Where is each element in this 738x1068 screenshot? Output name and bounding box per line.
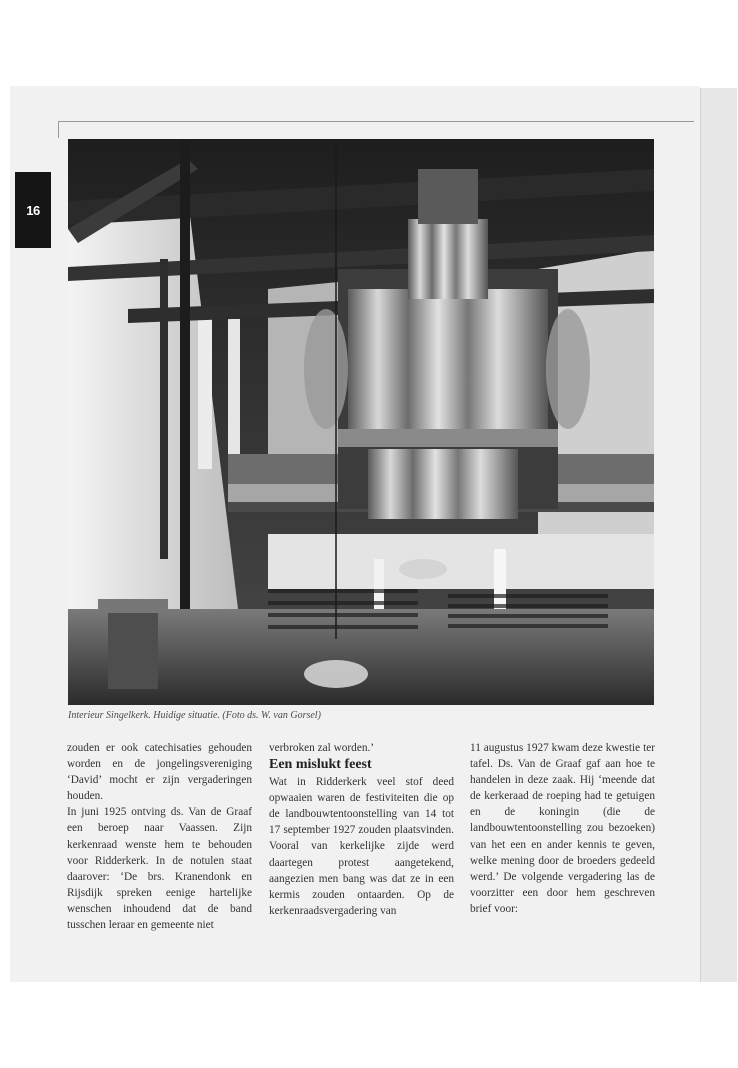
page-number-tab: [15, 172, 51, 248]
paragraph: In juni 1925 ontving ds. Van de Graaf een beroep naar Vaassen. Zijn kerkenraad wenste hem te behouden voor Ridderkerk. In de notulen staat daarover: ‘De brs. Kranendonk en Rijsdijk spreken eenige hartelijke wenschen inhoudend dat de band tusschen leraar en gemeente niet: [67, 806, 252, 932]
top-rule: [58, 121, 694, 122]
text-column-1: [67, 740, 252, 933]
church-interior-photo: [68, 139, 654, 705]
paragraph: verbroken zal worden.’: [269, 742, 375, 754]
paragraph: zouden er ook catechisaties gehouden worden en de jongelingsvereniging ‘David’ mocht er zijn vergaderingen houden.: [67, 742, 252, 803]
corner-rule: [58, 121, 59, 138]
next-page-edge: [700, 88, 737, 982]
paragraph: 11 augustus 1927 kwam deze kwestie ter tafel. Ds. Van de Graaf gaf aan hoe te handelen in deze zaak. Hij ‘meende dat de kerkeraad de roeping had te getuigen en de koningin (die de landbouwtentoonstelling zou bezoeken) van het een en ander kennis te geven, welke mening door de broeders gedeeld werd.’ De volgende vergadering las de voorzitter een door hem geschreven brief voor:: [470, 742, 655, 915]
organ-photo-illustration: [68, 139, 654, 705]
photo-caption: Interieur Singelkerk. Huidige situatie. (Foto ds. W. van Gorsel): [68, 710, 321, 721]
page-number: 16: [26, 202, 40, 218]
section-heading: Een mislukt feest: [269, 757, 372, 773]
text-column-2: [269, 740, 454, 919]
text-column-3: [470, 740, 655, 917]
paragraph: Wat in Ridderkerk veel stof deed opwaaien waren de festiviteiten die op de landbouwtentoonstelling van 14 tot 17 september 1927 zouden plaatsvinden. Vooral van kerkelijke zijde werd daartegen protest aangetekend, aangezien men bang was dat ze in een kermis zouden ontaarden. Op de kerkenraadsvergadering van: [269, 776, 454, 917]
